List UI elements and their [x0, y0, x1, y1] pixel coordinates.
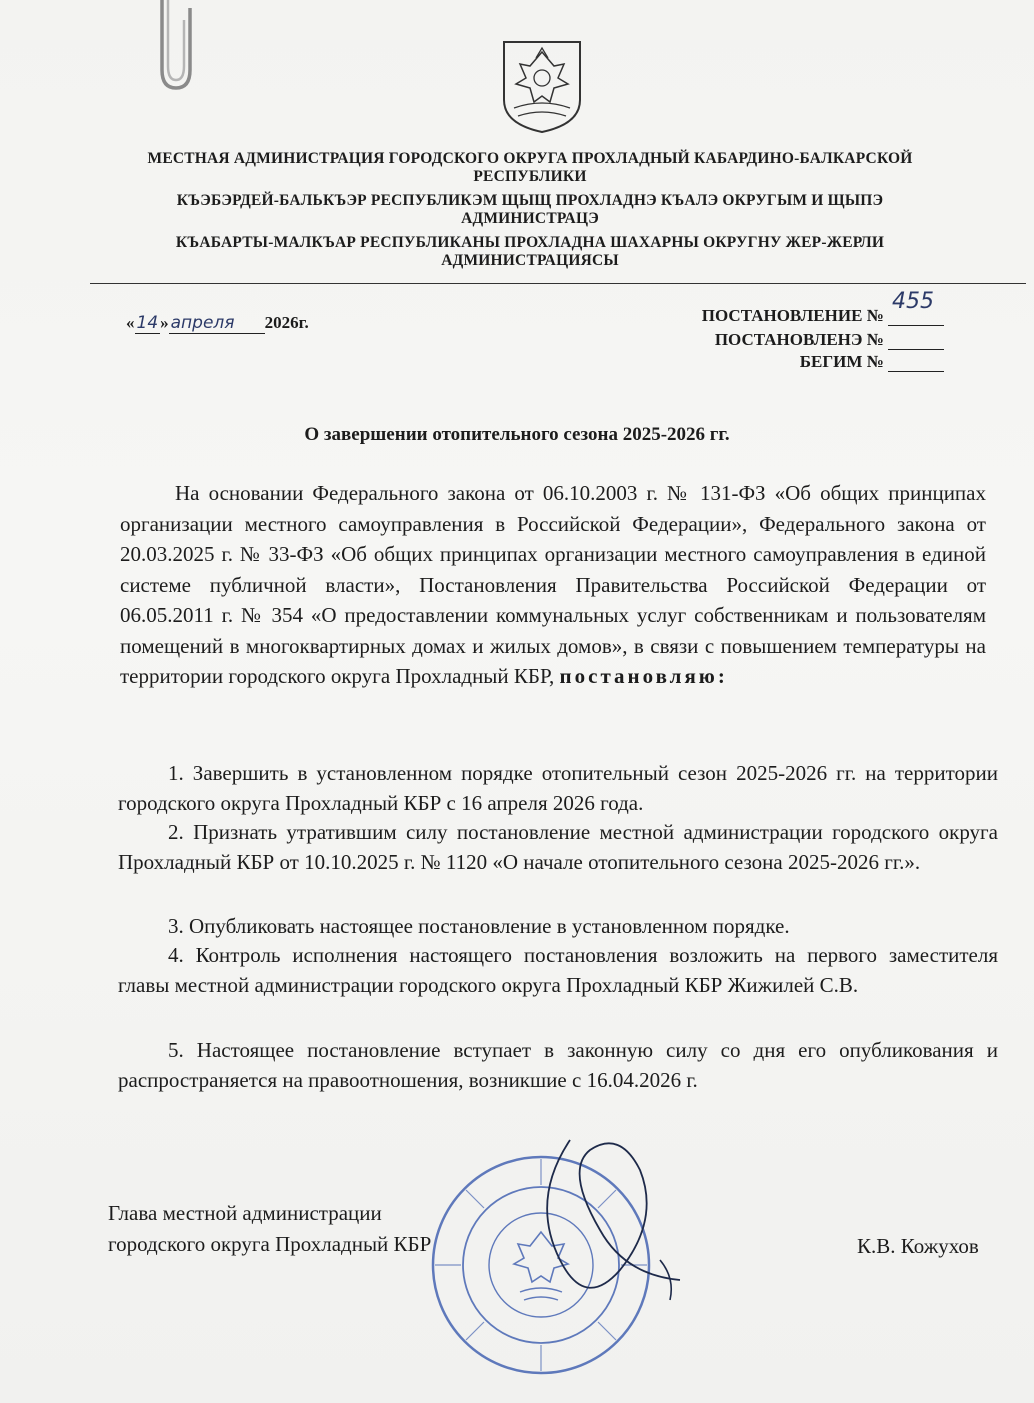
resolve-word: постановляю:	[559, 664, 728, 688]
list-item: 3. Опубликовать настоящее постановление в установленном порядке.	[168, 914, 790, 938]
paperclip-icon	[148, 0, 198, 95]
date-day: 14	[136, 313, 159, 333]
header-divider	[90, 283, 1026, 284]
date-month: апреля	[170, 313, 235, 333]
handwritten-signature	[510, 1110, 690, 1330]
date-open-quote: «	[126, 313, 135, 332]
signatory-title	[108, 1198, 431, 1260]
list-item: 2. Признать утратившим силу постановление местной администрации городского округа Прохладный КБР от 10.10.2025 г. № 1120 «О начале отопительного сезона 2025-2026 гг.».	[118, 820, 998, 874]
list-item: 1. Завершить в установленном порядке отопительный сезон 2025-2026 гг. на территории городского округа Прохладный КБР с 16 апреля 2026 года.	[118, 761, 998, 815]
coat-of-arms-emblem	[500, 38, 584, 134]
signatory-title-line: городского округа Прохладный КБР	[108, 1232, 432, 1256]
preamble-paragraph	[120, 478, 986, 692]
decree-number-ru	[701, 289, 944, 326]
decree-number-bal	[800, 352, 944, 372]
document-title: О завершении отопительного сезона 2025-2026 гг.	[304, 424, 730, 445]
list-item: 4. Контроль исполнения настоящего постановления возложить на первого заместителя главы местной администрации городского округа Прохладный КБР Жижилей С.В.	[118, 943, 998, 997]
date-close-quote: »	[160, 313, 169, 332]
header-balkar	[40, 234, 1020, 270]
list-item: 5. Настоящее постановление вступает в законную силу со дня его опубликования и распространяется на правоотношения, возникшие с 16.04.2026 г.	[118, 1038, 998, 1092]
header-kabardian	[40, 192, 1020, 228]
decree-number-kab	[715, 330, 944, 350]
header-line: РЕСПУБЛИКИ	[473, 168, 587, 185]
signatory-name: К.В. Кожухов	[857, 1234, 979, 1258]
header-line: АДМИНИСТРАЦИЯСЫ	[441, 252, 619, 269]
decree-number: 455	[892, 289, 934, 314]
preamble-text: На основании Федерального закона от 06.10.2003 г. № 131-ФЗ «Об общих принципах организации местного самоуправления в Российской Федерации», Федерального закона от 20.03.2025 г. № 33-ФЗ «Об общих принципах организации местного самоуправления в единой системе публичной власти», Постановления Правительства Российской Федерации от 06.05.2011 г. № 354 «О предоставлении коммунальных услуг собственникам и пользователям помещений в многоквартирных домах и жилых домов», в связи с повышением температуры на территории городского округа Прохладный КБР,	[120, 481, 986, 688]
date-year: 2026г.	[264, 313, 309, 332]
decree-label: ПОСТАНОВЛЕНИЕ №	[701, 306, 884, 325]
header-russian	[40, 150, 1020, 186]
header-line: МЕСТНАЯ АДМИНИСТРАЦИЯ ГОРОДСКОГО ОКРУГА ПРОХЛАДНЫЙ КАБАРДИНО-БАЛКАРСКОЙ	[147, 150, 913, 167]
decree-label: БЕГИМ №	[799, 352, 884, 371]
decree-label: ПОСТАНОВЛЕНЭ №	[714, 330, 884, 349]
header-line: КЪАБАРТЫ-МАЛКЪАР РЕСПУБЛИКАНЫ ПРОХЛАДНА ШАХАРНЫ ОКРУГНУ ЖЕР-ЖЕРЛИ	[175, 234, 885, 251]
header-line: АДМИНИСТРАЦЭ	[461, 210, 599, 227]
decree-date	[126, 313, 309, 334]
header-line: КЪЭБЭРДЕЙ-БАЛЬКЪЭР РЕСПУБЛИКЭМ ЩЫЩ ПРОХЛАДНЭ КЪАЛЭ ОКРУГЫМ И ЩЫПЭ	[176, 192, 884, 209]
signatory-title-line: Глава местной администрации	[108, 1201, 382, 1225]
